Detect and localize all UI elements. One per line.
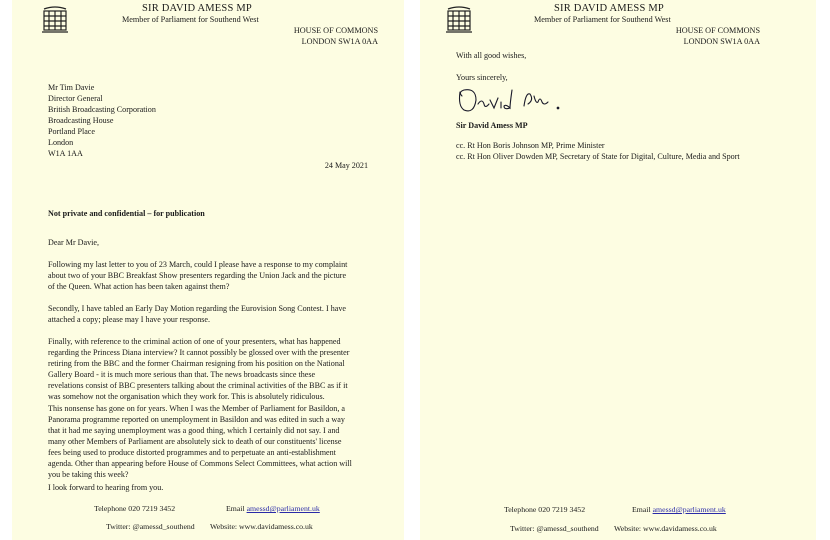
handwritten-signature — [454, 84, 564, 118]
office-address — [676, 25, 760, 47]
address-line-1: HOUSE OF COMMONS — [293, 26, 378, 35]
cc-line-1: cc. Rt Hon Boris Johnson MP, Prime Minister — [456, 141, 605, 150]
text-line: Panorama programme reported on unemployment in Basildon and was edited in such a way — [48, 415, 345, 424]
mp-role: Member of Parliament for Southend West — [122, 15, 259, 24]
office-address — [294, 25, 378, 47]
text-line: fees being used to produce distorted programmes and to perpetuate an anti-establishment — [48, 448, 336, 457]
recipient-line: Broadcasting House — [48, 116, 114, 125]
address-line-2: LONDON SW1A 0AA — [683, 37, 760, 46]
text-line: that it had me saying unemployment was a good thing, which I certainly did not say. I and — [48, 426, 340, 435]
email-label: Email — [226, 504, 245, 513]
letter-subject: Not private and confidential – for publication — [48, 209, 205, 218]
footer-twitter: Twitter: @amessd_southend — [106, 522, 195, 531]
footer-email — [632, 505, 726, 514]
email-link[interactable]: amessd@parliament.uk — [652, 505, 726, 514]
mp-name-heading: SIR DAVID AMESS MP — [142, 3, 252, 14]
text-line: agenda. Other than appearing before House of Commons Select Committees, what action will — [48, 459, 352, 468]
paragraph-4 — [48, 403, 352, 480]
recipient-line: British Broadcasting Corporation — [48, 105, 156, 114]
text-line: I look forward to hearing from you. — [48, 483, 164, 492]
letter-page-1 — [12, 0, 404, 540]
recipient-line: Director General — [48, 94, 103, 103]
paragraph-1 — [48, 259, 347, 292]
text-line: revelations consist of BBC presenters talking about the criminal activities of the BBC as if it — [48, 381, 348, 390]
footer-telephone: Telephone 020 7219 3452 — [94, 504, 176, 513]
letter-date: 24 May 2021 — [324, 161, 368, 170]
recipient-address — [48, 82, 156, 159]
text-line: Finally, with reference to the criminal action of one of your presenters, what has happened — [48, 337, 341, 346]
portcullis-icon — [444, 5, 474, 35]
text-line: about two of your BBC Breakfast Show presenters regarding the Union Jack and the picture — [48, 271, 347, 280]
footer-telephone: Telephone 020 7219 3452 — [504, 505, 586, 514]
letter-page-2 — [420, 0, 816, 540]
footer-twitter: Twitter: @amessd_southend — [510, 524, 599, 533]
recipient-line: W1A 1AA — [48, 149, 83, 158]
signatory-name: Sir David Amess MP — [456, 121, 528, 130]
email-link[interactable]: amessd@parliament.uk — [246, 504, 320, 513]
footer-website: Website: www.davidamess.co.uk — [614, 524, 717, 533]
paragraph-3 — [48, 336, 349, 402]
paragraph-5 — [48, 482, 163, 493]
email-label: Email — [632, 505, 651, 514]
mp-role: Member of Parliament for Southend West — [534, 15, 671, 24]
mp-name-heading: SIR DAVID AMESS MP — [554, 3, 664, 14]
footer-website: Website: www.davidamess.co.uk — [210, 522, 313, 531]
text-line: regarding the Princess Diana interview? It cannot possibly be glossed over with the presenter — [48, 348, 350, 357]
closing-wishes: With all good wishes, — [456, 51, 527, 60]
paragraph-2 — [48, 303, 346, 325]
address-line-1: HOUSE OF COMMONS — [675, 26, 760, 35]
closing-sincerely: Yours sincerely, — [456, 73, 508, 82]
salutation: Dear Mr Davie, — [48, 238, 100, 247]
recipient-line: Mr Tim Davie — [48, 83, 95, 92]
address-line-2: LONDON SW1A 0AA — [301, 37, 378, 46]
text-line: attached a copy; please may I have your response. — [48, 315, 211, 324]
text-line: Secondly, I have tabled an Early Day Motion regarding the Eurovision Song Contest. I have — [48, 304, 346, 313]
text-line: you be taking this week? — [48, 470, 129, 479]
text-line: many other Members of Parliament are absolutely sick to death of our constituents' license — [48, 437, 342, 446]
footer-email — [226, 504, 320, 513]
text-line: Gallery Board - it is much more serious than that. The news broadcasts since these — [48, 370, 316, 379]
text-line: This nonsense has gone on for years. When I was the Member of Parliament for Basildon, a — [48, 404, 345, 413]
text-line: was somehow not the organisation which they work for. This is absolutely ridiculous. — [48, 392, 325, 401]
recipient-line: London — [48, 138, 74, 147]
text-line: Following my last letter to you of 23 March, could I please have a response to my complaint — [48, 260, 348, 269]
text-line: of the Queen. What action has been taken against them? — [48, 282, 230, 291]
text-line: retiring from the BBC and the former Chairman resigning from his position on the National — [48, 359, 345, 368]
cc-line-2: cc. Rt Hon Oliver Dowden MP, Secretary of State for Digital, Culture, Media and Sport — [456, 152, 740, 161]
recipient-line: Portland Place — [48, 127, 95, 136]
portcullis-icon — [40, 5, 70, 35]
